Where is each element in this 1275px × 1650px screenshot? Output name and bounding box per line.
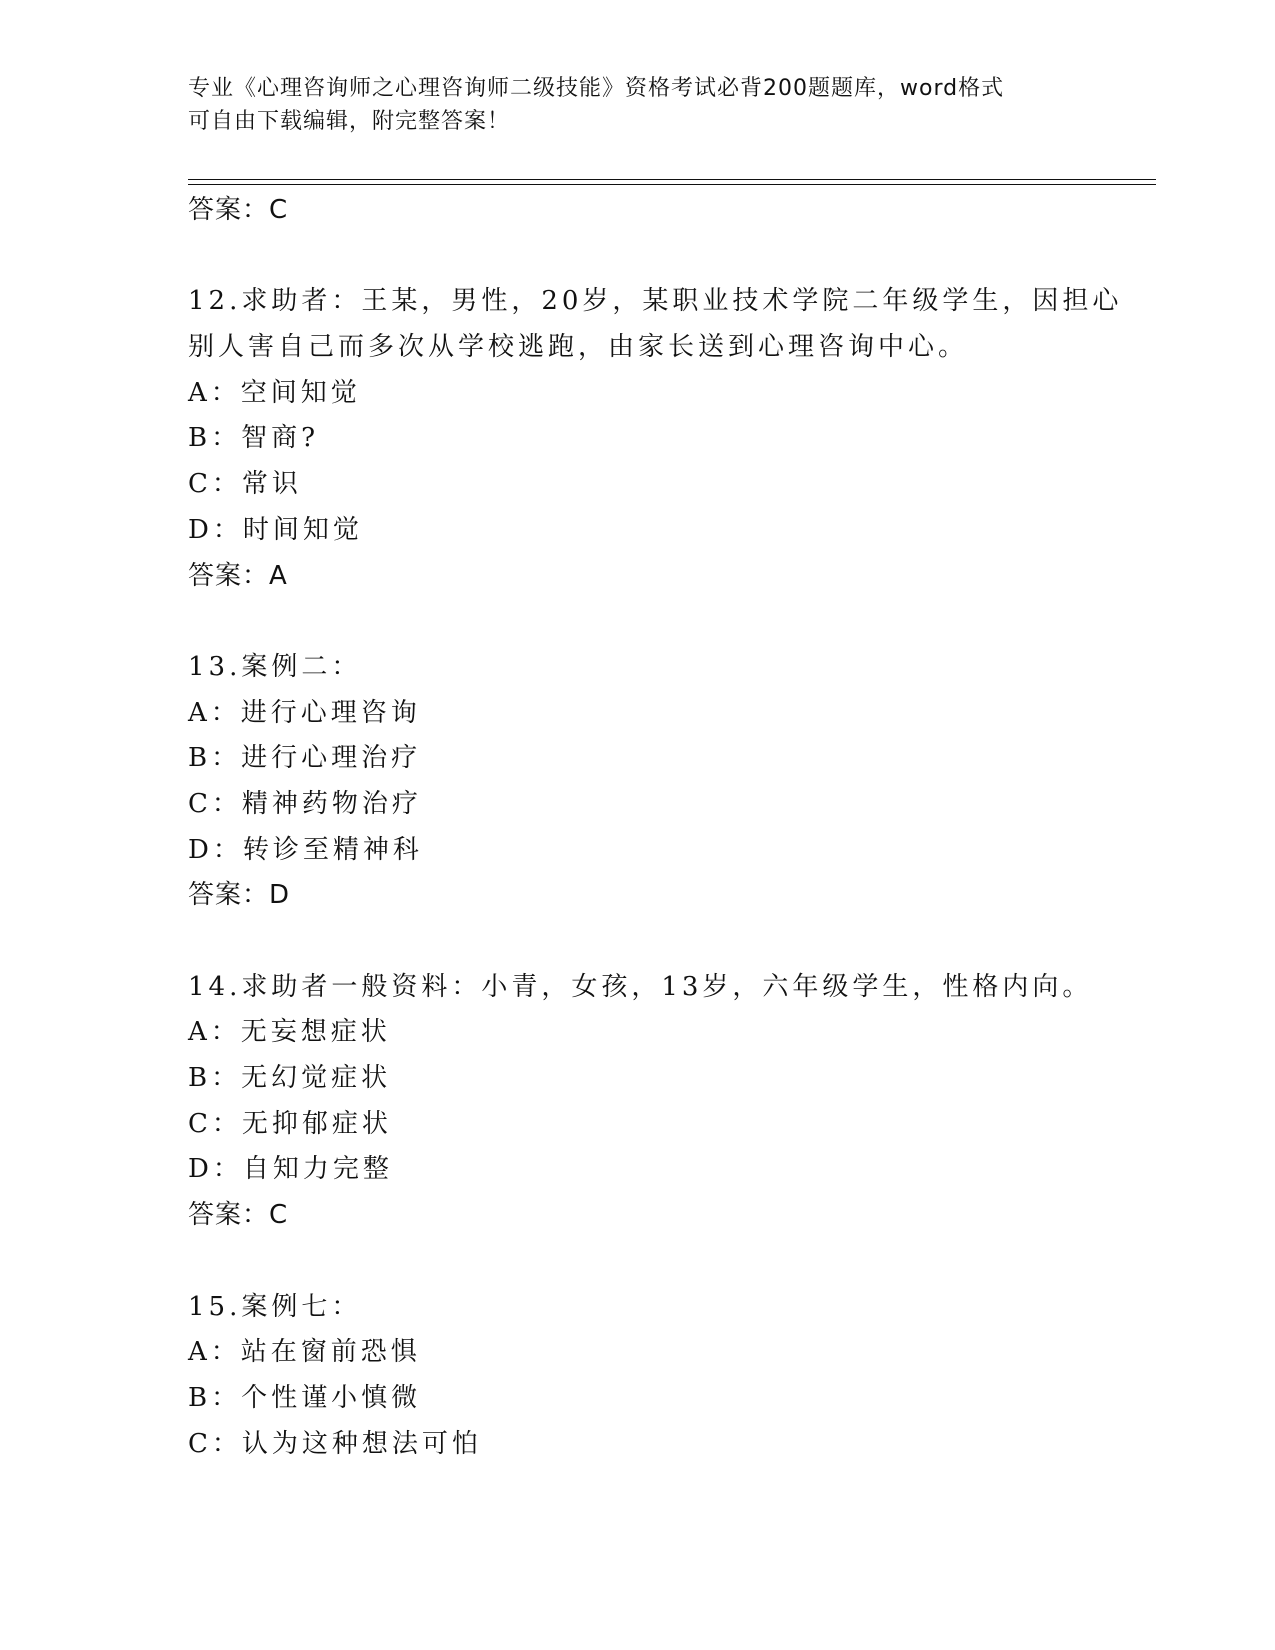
document-header — [188, 72, 1068, 138]
question-block — [188, 1285, 1148, 1468]
spacer — [188, 234, 1148, 280]
option-b: B：进行心理治疗 — [188, 743, 422, 774]
question-list — [188, 188, 1148, 1467]
spacer — [188, 599, 1148, 645]
option-b: B：智商? — [188, 423, 320, 454]
spacer — [188, 1239, 1148, 1285]
header-divider-bottom — [188, 184, 1156, 185]
option-c: C：精神药物治疗 — [188, 788, 422, 819]
question-block — [188, 965, 1148, 1239]
option-d: D：转诊至精神科 — [188, 834, 423, 865]
question-stem: 13.案例二： — [188, 651, 362, 682]
answer-line: 答案：D — [188, 880, 291, 911]
option-c: C：常识 — [188, 469, 302, 500]
question-stem: 12.求助者：王某，男性，20岁，某职业技术学院二年级学生，因担心 — [188, 286, 1123, 317]
question-block — [188, 645, 1148, 919]
header-line-1: 专业《心理咨询师之心理咨询师二级技能》资格考试必背200题题库，word格式 — [188, 76, 1005, 101]
option-a: A：进行心理咨询 — [188, 697, 421, 728]
option-a: A：空间知觉 — [188, 377, 361, 408]
answer-line: 答案：C — [188, 195, 289, 225]
question-stem: 别人害自己而多次从学校逃跑，由家长送到心理咨询中心。 — [188, 332, 969, 363]
question-stem: 14.求助者一般资料：小青，女孩，13岁，六年级学生，性格内向。 — [188, 971, 1093, 1002]
option-b: B：个性谨小慎微 — [188, 1382, 422, 1413]
spacer — [188, 919, 1148, 965]
question-block — [188, 279, 1148, 599]
option-c: C：认为这种想法可怕 — [188, 1428, 482, 1459]
header-divider-top — [188, 179, 1156, 180]
option-d: D：自知力完整 — [188, 1154, 393, 1185]
answer-line: 答案：C — [188, 1200, 289, 1231]
question-stem: 15.案例七： — [188, 1291, 362, 1322]
header-line-2: 可自由下载编辑，附完整答案！ — [188, 109, 511, 134]
option-c: C：无抑郁症状 — [188, 1108, 392, 1139]
option-b: B：无幻觉症状 — [188, 1063, 392, 1094]
option-d: D：时间知觉 — [188, 514, 363, 545]
option-a: A：无妄想症状 — [188, 1017, 391, 1048]
option-a: A：站在窗前恐惧 — [188, 1337, 421, 1368]
answer-line: 答案：A — [188, 560, 288, 591]
